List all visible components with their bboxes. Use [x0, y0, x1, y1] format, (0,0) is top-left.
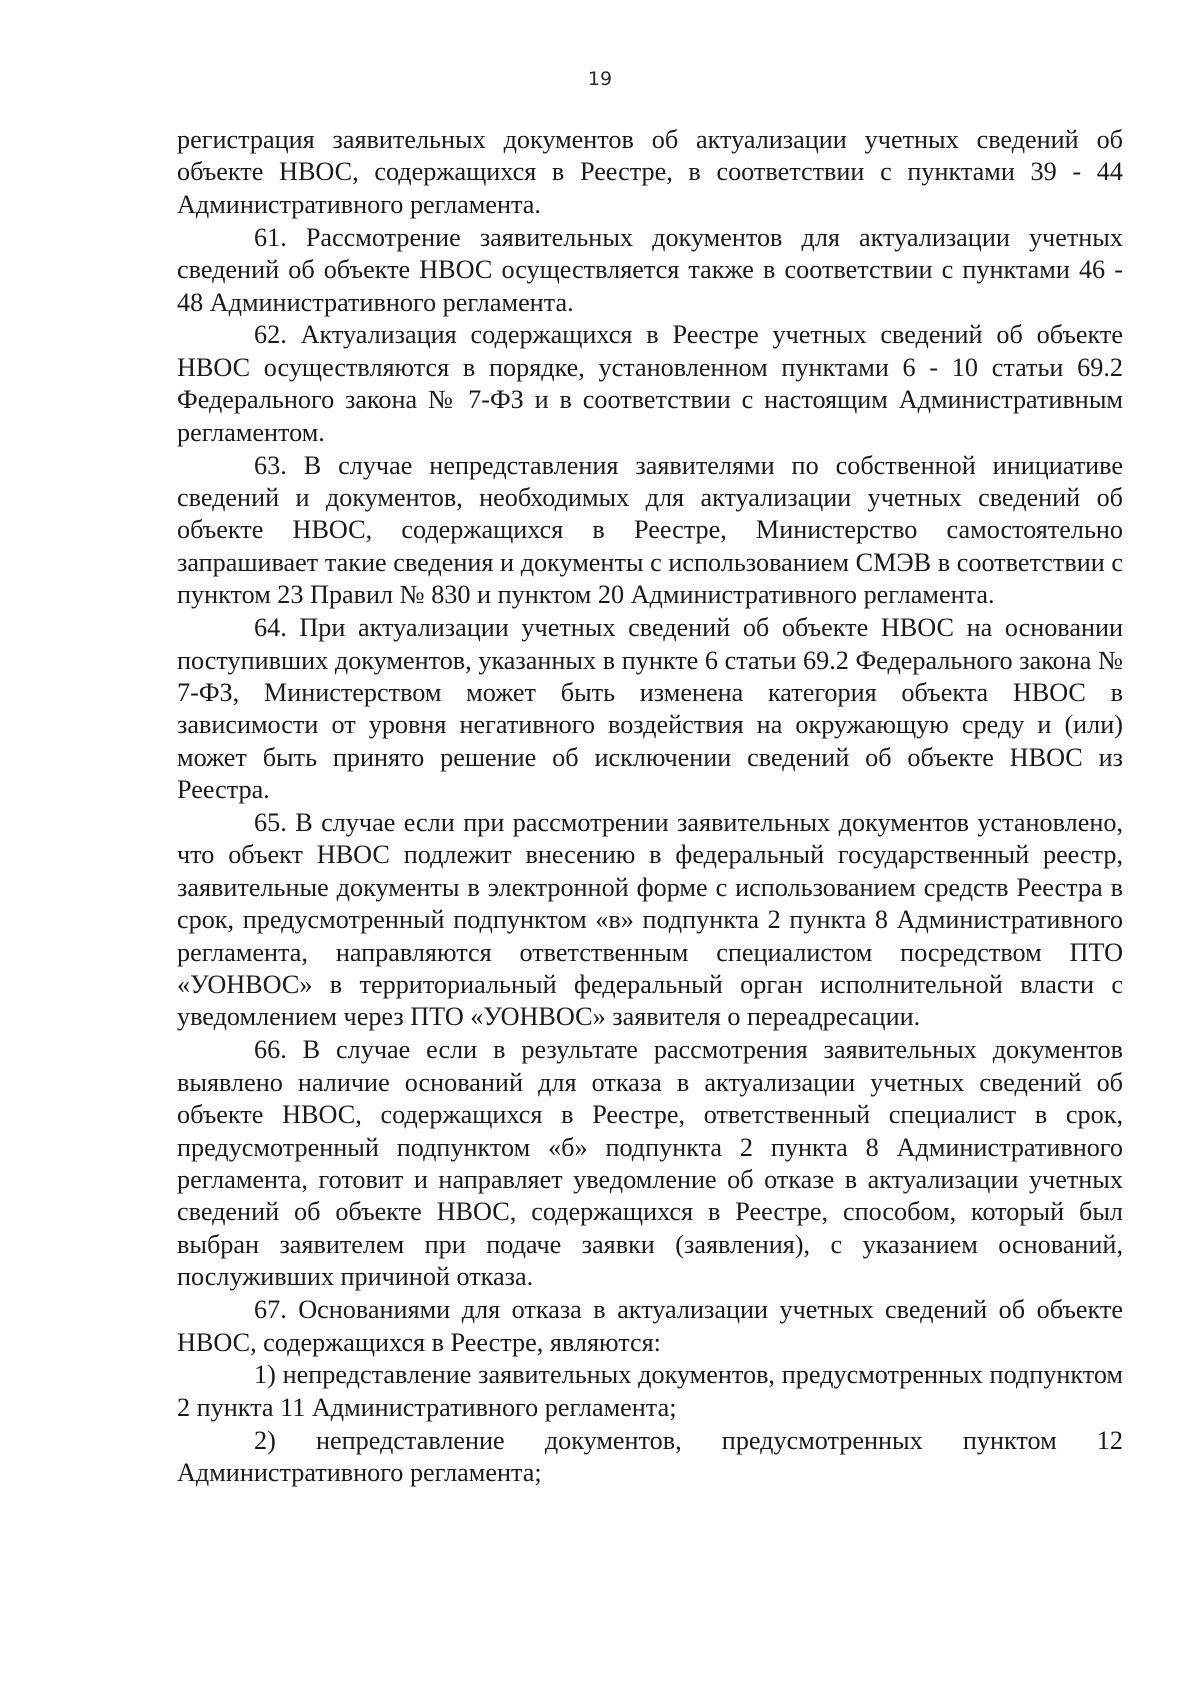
paragraph-67: 67. Основаниями для отказа в актуализации учетных сведений об объекте НВОС, содержащихся в Реестре, являются:	[177, 1295, 1123, 1357]
paragraph-64: 64. При актуализации учетных сведений об объекте НВОС на основании поступивших документов, указанных в пункте 6 статьи 69.2 Федерального закона № 7-ФЗ, Министерством может быть изменена категория объекта НВОС в зависимости от уровня негативного воздействия на окружающую среду и (или) может быть принято решение об исключении сведений об объекте НВОС из Реестра.	[177, 613, 1123, 805]
paragraph-62: 62. Актуализация содержащихся в Реестре учетных сведений об объекте НВОС осуществляются в порядке, установленном пунктами 6 - 10 статьи 69.2 Федерального закона № 7-ФЗ и в соответствии с настоящим Административным регламентом.	[177, 320, 1123, 447]
paragraph-continuation: регистрация заявительных документов об актуализации учетных сведений об объекте НВОС, содержащихся в Реестре, в соответствии с пунктами 39 - 44 Административного регламента.	[177, 125, 1123, 219]
list-item-2: 2) непредставление документов, предусмотренных пунктом 12 Административного регламента;	[177, 1425, 1123, 1488]
page-number: 19	[587, 68, 613, 90]
list-item-1: 1) непредставление заявительных документов, предусмотренных подпунктом 2 пункта 11 Административного регламента;	[177, 1360, 1123, 1422]
paragraph-65: 65. В случае если при рассмотрении заявительных документов установлено, что объект НВОС подлежит внесению в федеральный государственный реестр, заявительные документы в электронной форме с использованием средств Реестра в срок, предусмотренный подпунктом «в» подпункта 2 пункта 8 Административного регламента, направляются ответственным специалистом посредством ПТО «УОНВОС» в территориальный федеральный орган исполнительной власти с уведомлением через ПТО «УОНВОС» заявителя о переадресации.	[177, 808, 1123, 1032]
paragraph-66: 66. В случае если в результате рассмотрения заявительных документов выявлено наличие оснований для отказа в актуализации учетных сведений об объекте НВОС, содержащихся в Реестре, ответственный специалист в срок, предусмотренный подпунктом «б» подпункта 2 пункта 8 Административного регламента, готовит и направляет уведомление об отказе в актуализации учетных сведений об объекте НВОС, содержащихся в Реестре, способом, который был выбран заявителем при подаче заявки (заявления), с указанием оснований, послуживших причиной отказа.	[177, 1035, 1123, 1292]
document-body	[177, 124, 1123, 1490]
paragraph-63: 63. В случае непредставления заявителями по собственной инициативе сведений и документов, необходимых для актуализации учетных сведений об объекте НВОС, содержащихся в Реестре, Министерство самостоятельно запрашивает такие сведения и документы с использованием СМЭВ в соответствии с пунктом 23 Правил № 830 и пунктом 20 Административного регламента.	[177, 450, 1123, 610]
paragraph-61: 61. Рассмотрение заявительных документов для актуализации учетных сведений об объекте НВОС осуществляется также в соответствии с пунктами 46 - 48 Административного регламента.	[177, 222, 1123, 317]
